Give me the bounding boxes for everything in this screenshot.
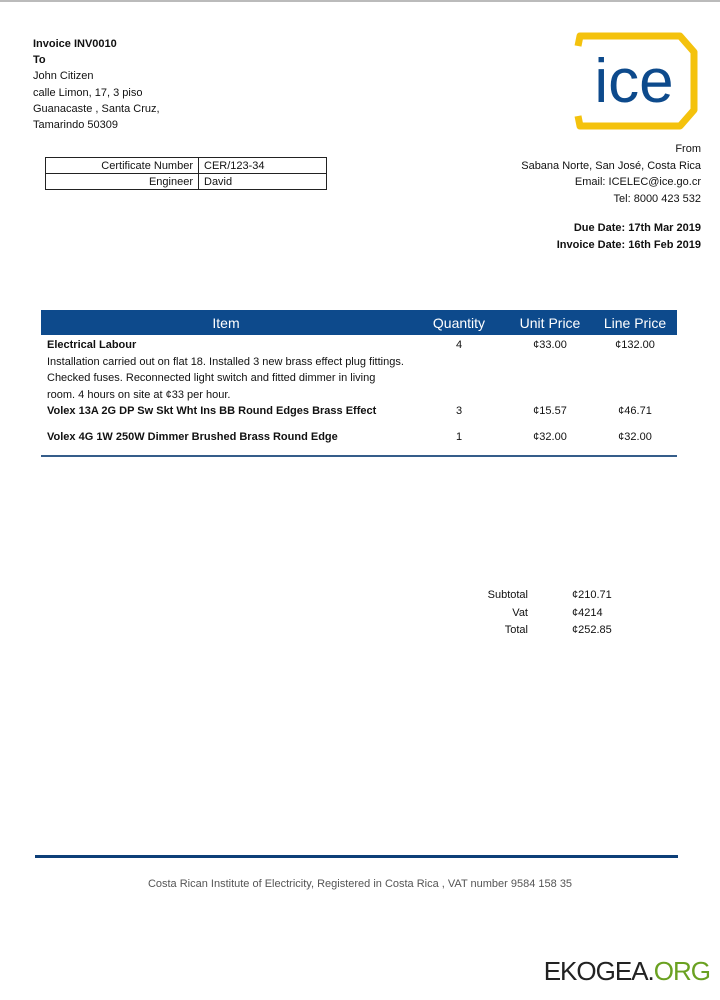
item-unit-price: ¢15.57 bbox=[533, 405, 567, 417]
table-row bbox=[41, 429, 677, 446]
sender-block bbox=[521, 141, 701, 207]
sender-phone: Tel: 8000 423 532 bbox=[613, 192, 701, 205]
certificate-number-label: Certificate Number bbox=[46, 158, 199, 174]
item-name: Volex 13A 2G DP Sw Skt Wht Ins BB Round Edges Brass Effect bbox=[47, 405, 377, 417]
item-line-price: ¢32.00 bbox=[618, 431, 652, 443]
watermark-text-accent: ORG bbox=[653, 956, 710, 986]
table-row bbox=[41, 403, 677, 429]
logo-text: ice bbox=[594, 47, 674, 116]
footer-rule bbox=[35, 855, 678, 858]
recipient-address-line: Tamarindo 50309 bbox=[33, 119, 119, 132]
vat-value: ¢4214 bbox=[572, 606, 603, 619]
item-line-price: ¢132.00 bbox=[615, 339, 655, 351]
recipient-address-line: calle Limon, 17, 3 piso bbox=[33, 86, 143, 99]
subtotal-value: ¢210.71 bbox=[572, 589, 612, 601]
total-label: Total bbox=[504, 624, 528, 636]
item-quantity: 1 bbox=[455, 431, 463, 443]
subtotal-label: Subtotal bbox=[487, 589, 528, 601]
header-line-price: Line Price bbox=[593, 310, 677, 335]
dates-block bbox=[557, 220, 701, 253]
ice-logo bbox=[570, 30, 698, 132]
sender-email: Email: ICELEC@ice.go.cr bbox=[574, 176, 701, 188]
item-quantity: 4 bbox=[455, 339, 463, 351]
totals-block bbox=[440, 587, 612, 640]
item-line-price: ¢46.71 bbox=[618, 405, 652, 417]
certificate-number: CER/123-34 bbox=[199, 158, 327, 174]
watermark-text: EKOGEA. bbox=[543, 956, 654, 986]
recipient-address-line: Guanacaste , Santa Cruz, bbox=[33, 102, 160, 115]
recipient-block bbox=[33, 36, 160, 133]
total-value: ¢252.85 bbox=[572, 624, 612, 636]
item-name: Electrical Labour bbox=[47, 339, 137, 351]
engineer-name: David bbox=[199, 174, 327, 190]
watermark-logo bbox=[544, 956, 710, 987]
sender-address: Sabana Norte, San José, Costa Rica bbox=[521, 159, 701, 172]
item-description: Installation carried out on flat 18. Installed 3 new brass effect plug fittings. Checked fuses. Reconnected light switch and fitted dimmer in living room. 4 hours on site at ¢33 per hour. bbox=[47, 355, 404, 401]
item-quantity: 3 bbox=[455, 405, 463, 417]
item-unit-price: ¢33.00 bbox=[533, 339, 567, 351]
recipient-name: John Citizen bbox=[33, 70, 94, 83]
item-name: Volex 4G 1W 250W Dimmer Brushed Brass Round Edge bbox=[47, 431, 338, 443]
header-item: Item bbox=[41, 310, 411, 335]
footer-text: Costa Rican Institute of Electricity, Registered in Costa Rica , VAT number 9584 158 35 bbox=[147, 878, 573, 890]
from-label: From bbox=[675, 143, 701, 155]
due-date: Due Date: 17th Mar 2019 bbox=[573, 222, 701, 234]
table-bottom-rule bbox=[41, 455, 677, 457]
header-unit-price: Unit Price bbox=[507, 310, 593, 335]
table-row bbox=[41, 335, 677, 403]
to-label: To bbox=[33, 54, 46, 67]
item-unit-price: ¢32.00 bbox=[533, 431, 567, 443]
invoice-date: Invoice Date: 16th Feb 2019 bbox=[556, 238, 701, 251]
page-top-border bbox=[0, 0, 720, 2]
invoice-title: Invoice INV0010 bbox=[33, 38, 117, 50]
engineer-label: Engineer bbox=[46, 174, 199, 190]
header-quantity: Quantity bbox=[411, 310, 507, 335]
items-table bbox=[41, 310, 677, 446]
vat-label: Vat bbox=[512, 606, 528, 619]
certificate-table bbox=[45, 157, 327, 190]
